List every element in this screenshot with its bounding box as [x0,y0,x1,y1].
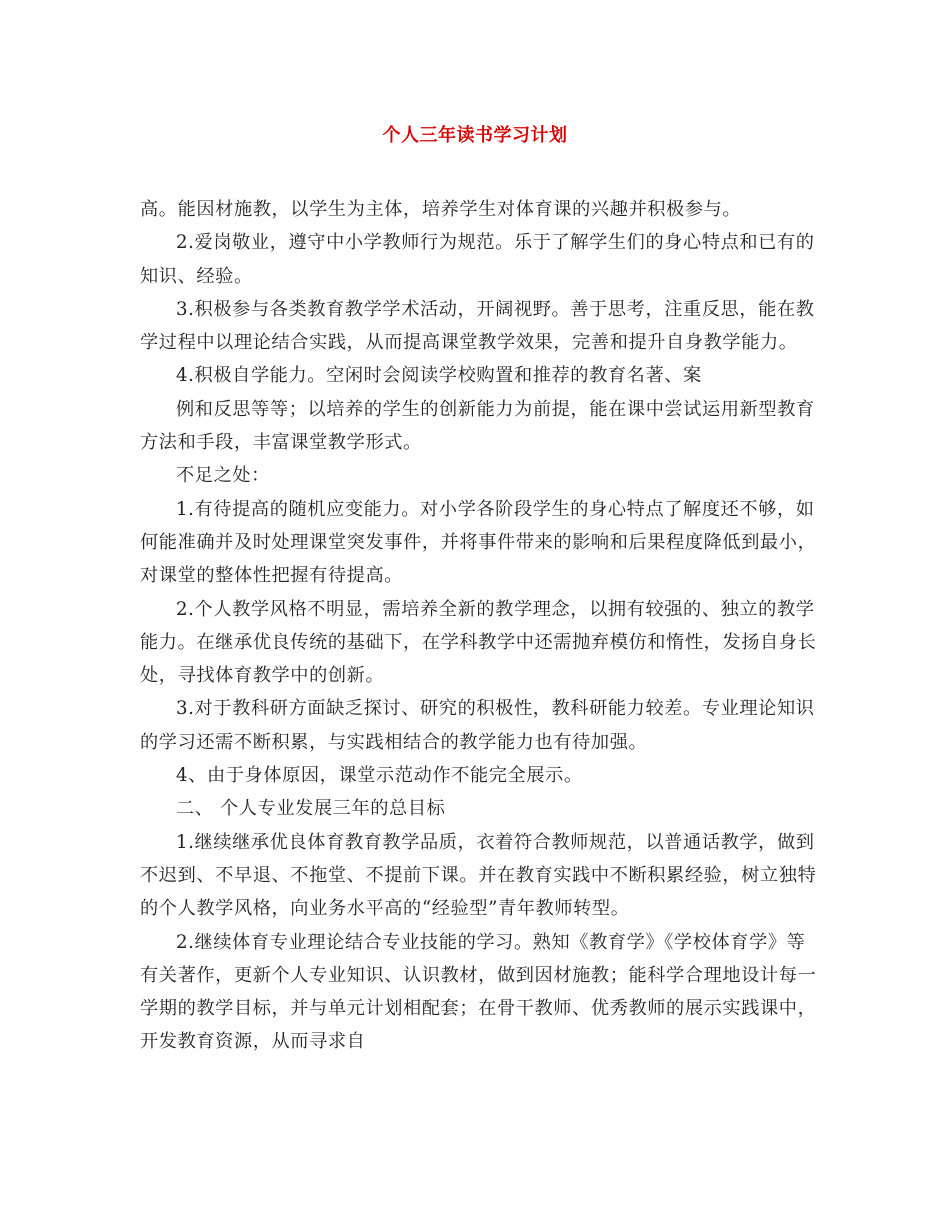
body-line: 3.积极参与各类教育教学学术活动，开阔视野。善于思考，注重反思，能在教 [176,298,815,320]
document-title: 个人三年读书学习计划 [382,125,568,146]
document-body [140,193,815,1059]
body-line: 2.个人教学风格不明显，需培养全新的教学理念，以拥有较强的、独立的教学 [176,598,815,620]
body-line: 知识、经验。 [140,265,253,287]
body-line: 的个人教学风格，向业务水平高的“经验型”青年教师转型。 [140,898,630,920]
body-line: 4、由于身体原因，课堂示范动作不能完全展示。 [176,765,583,787]
body-line: 的学习还需不断积累，与实践相结合的教学能力也有待加强。 [140,731,648,753]
body-line: 2.爱岗敬业，遵守中小学教师行为规范。乐于了解学生们的身心特点和已有的 [176,232,815,254]
body-line: 不迟到、不早退、不拖堂、不提前下课。并在教育实践中不断积累经验，树立独特 [140,864,817,886]
body-line: 何能准确并及时处理课堂突发事件，并将事件带来的影响和后果程度降低到最小， [140,531,817,553]
body-line: 学期的教学目标，并与单元计划相配套；在骨干教师、优秀教师的展示实践课中， [140,998,817,1020]
body-line: 开发教育资源，从而寻求自 [140,1031,366,1053]
body-line: 对课堂的整体性把握有待提高。 [140,565,404,587]
body-line: 不足之处： [176,465,270,487]
section-heading: 二、 个人专业发展三年的总目标 [176,798,446,820]
body-line: 高。能因材施教，以学生为主体，培养学生对体育课的兴趣并积极参与。 [140,199,742,220]
body-line: 1.有待提高的随机应变能力。对小学各阶段学生的身心特点了解度还不够，如 [176,498,815,520]
body-line: 4.积极自学能力。空闲时会阅读学校购置和推荐的教育名著、案 [176,365,702,387]
body-line: 方法和手段，丰富课堂教学形式。 [140,432,422,454]
body-line: 处，寻找体育教学中的创新。 [140,665,385,687]
body-line: 3.对于教科研方面缺乏探讨、研究的积极性，教科研能力较差。专业理论知识 [176,698,815,720]
body-line: 能力。在继承优良传统的基础下，在学科教学中还需抛弃模仿和惰性，发扬自身长 [140,631,817,653]
body-line: 学过程中以理论结合实践，从而提高课堂教学效果，完善和提升自身教学能力。 [140,332,798,354]
body-line: 例和反思等等；以培养的学生的创新能力为前提，能在课中尝试运用新型教育 [176,398,815,420]
body-line: 2.继续体育专业理论结合专业技能的学习。熟知《教育学》《学校体育学》等 [176,931,806,953]
body-line: 有关著作，更新个人专业知识、认识教材，做到因材施教；能科学合理地设计每一 [140,964,817,986]
body-line: 1.继续继承优良体育教育教学品质，衣着符合教师规范，以普通话教学，做到 [176,831,815,853]
